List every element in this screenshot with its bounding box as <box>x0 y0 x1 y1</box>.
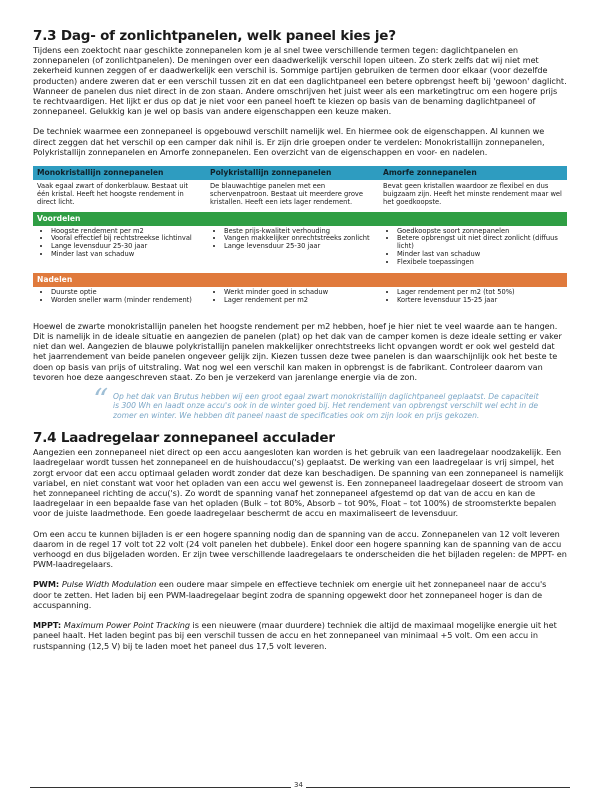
list-item: • Flexibele toepassingen <box>397 259 563 267</box>
list-item: • Werkt minder goed in schaduw <box>224 289 375 297</box>
table-cell: Vaak egaal zwart of donkerblauw. Bestaat uit één kristal. Heeft het hoogste rendement in direct licht. <box>33 180 206 212</box>
section-title: 7.4 Laadregelaar zonnepaneel acculader <box>33 430 335 447</box>
pwm-name: Pulse Width Modulation <box>61 579 157 590</box>
pwm-text: een oudere maar simpele en effectieve techniek om energie uit het zonnepaneel naar de accu's door te zetten. Het laden bij een PWM-laadregelaar begint zodra de spanning opgewekt door het zonnepaneel hoger is dan de accuspanning. <box>33 579 547 610</box>
pwm-term: PWM <box>33 579 56 590</box>
paragraph: Hoewel de zwarte monokristallijn panelen het hoogste rendement per m2 hebben, hoef je hier niet te veel waarde aan te hangen. Dit is namelijk in de ideale situatie en aangezien de panelen (plat) op het dak van de camper komen is deze ideale setting er vaker niet dan wel. Aangezien de blauwe polykristallijn panelen makkelijker onrechtstreeks licht opvangen wordt er ook wel gesteld dat het jaarrendement van beide panelen ongeveer gelijk zijn. Kiezen tussen deze twee panelen is dan waarschijnlijk ook het beste te doen op basis van prijs of uitstraling. Wat nog wel een verschil kan maken in opbrengst is de fabrikant. Controleer daarom van tevoren hoe deze aangeschreven staat. Zo ben je verzekerd van jarenlange energie via de zon. <box>33 320 562 382</box>
page-number: 34 <box>291 781 306 789</box>
pros-list <box>210 228 375 252</box>
cons-list <box>210 289 375 305</box>
list-item: • Vangen makkelijker onrechtstreeks zonlicht <box>224 235 375 243</box>
table-cell <box>33 287 206 311</box>
list-item: • Hoogste rendement per m2 <box>51 228 202 236</box>
list-item: • Lange levensduur 25-30 jaar <box>51 243 202 251</box>
mppt-paragraph: MPPT: Maximum Power Point Tracking is een nieuwere (maar duurdere) techniek die altijd de maximaal mogelijke energie uit het paneel haalt. Het laden begint pas bij een verschil tussen de accu en het zonnepaneel van minimaal +5 volt. Om een accu in rustspanning (12,5 V) bij te laden moet het paneel dus 17,5 volt leveren. <box>33 620 557 651</box>
list-item: • Beste prijs-kwaliteit verhouding <box>224 228 375 236</box>
list-item: • Worden sneller warm (minder rendement) <box>51 297 202 305</box>
mppt-term: MPPT <box>33 620 58 631</box>
table-cell <box>206 226 379 274</box>
list-item: • Lange levensduur 25-30 jaar <box>224 243 375 251</box>
cons-list <box>383 289 563 305</box>
list-item: • Duurste optie <box>51 289 202 297</box>
cons-list <box>37 289 202 305</box>
paragraph: Aangezien een zonnepaneel niet direct op een accu aangesloten kan worden is het gebruik van een laadregelaar noodzakelijk. Een laadregelaar wordt tussen het zonnepaneel en de huishoudaccu('s) geplaatst. De werking van een laadregelaar is vrij simpel, het zorgt ervoor dat een accu optimaal geladen wordt zonder dat deze kan beschadigen. De spanning van een zonnepaneel is namelijk variabel, en niet constant wat voor het opladen van een accu wel gewenst is. Een zonnepaneel laadregelaar doseert de stroom van het zonnepaneel richting de accu('s). Zo wordt de spanning vanaf het zonnepaneel afgestemd op dat van de accu en kan de laadregelaar in een bepaalde fase van het opladen (Bulk – tot 80%, Absorb – tot 90%, Float – tot 100%) de stroomsterkte bepalen voor de juiste laadmethode. Een goede laadregelaar beschermt de accu en maximaliseert de levensduur. <box>33 447 564 519</box>
quote-mark-icon: “ <box>93 383 109 419</box>
list-item: • Kortere levensduur 15-25 jaar <box>397 297 563 305</box>
paragraph: De techniek waarmee een zonnepaneel is opgebouwd verschilt namelijk wel. En hiermee ook de eigenschappen. Al kunnen we direct zeggen dat het verschil op een camper dak nihil is. Er zijn drie groepen onder te verdelen: Monokristallijn zonnepanelen, Polykristallijn zonnepanelen en Amorfe zonnepanelen. Een overzicht van de eigenschappen en voor- en nadelen. <box>33 126 545 157</box>
list-item: • Betere opbrengst uit niet direct zonlicht (diffuus licht) <box>397 235 563 251</box>
comparison-table <box>33 166 567 311</box>
list-item: • Minder last van schaduw <box>51 251 202 259</box>
pros-list <box>383 228 563 268</box>
section-title: 7.3 Dag- of zonlichtpanelen, welk paneel kies je? <box>33 28 396 44</box>
pros-list <box>37 228 202 260</box>
cons-heading: Nadelen <box>33 273 567 287</box>
list-item: • Minder last van schaduw <box>397 251 563 259</box>
table-cell <box>206 287 379 311</box>
table-cell <box>33 226 206 274</box>
table-header: Polykristallijn zonnepanelen <box>206 166 379 180</box>
list-item: • Lager rendement per m2 (tot 50%) <box>397 289 563 297</box>
page-content <box>33 28 567 651</box>
table-cell <box>379 226 567 274</box>
table-header: Monokristallijn zonnepanelen <box>33 166 206 180</box>
table-header: Amorfe zonnepanelen <box>379 166 567 180</box>
mppt-text: is een nieuwere (maar duurdere) techniek die altijd de maximaal mogelijke energie uit het paneel haalt. Het laden begint pas bij een verschil tussen de accu en het zonnepaneel van minimaal +5 volt. Om een accu in rustspanning (12,5 V) bij te laden moet het paneel dus 17,5 volt leveren. <box>33 620 557 651</box>
list-item: • Vooral effectief bij rechtstreekse lichtinval <box>51 235 202 243</box>
mppt-name: Maximum Power Point Tracking <box>63 620 190 631</box>
table-cell <box>379 287 567 311</box>
paragraph: Tijdens een zoektocht naar geschikte zonnepanelen kom je al snel twee verschillende termen tegen: daglichtpanelen en zonnepanelen (of zonlichtpanelen). De meningen over een daadwerkelijk verschil lopen uiteen. Zo sterk zelfs dat wij niet met zekerheid kunnen zeggen of er daadwerkelijk een verschil is. Sommige partijen gebruiken de termen door elkaar (voor dezelfde producten) andere zweren dat er een verschil tussen zit en dat een daglichtpaneel een betere opbrengst heeft bij 'gewoon' daglicht. Wanneer de panelen dus niet direct in de zon staan. Andere omschrijven het juist weer als een marketingtruc om een hogere prijs te rechtvaardigen. Het lijkt er dus op dat je niet voor een paneel hoeft te kiezen op basis van de benaming daglichtpaneel of zonnepaneel. Gelukkig kan je wel op basis van andere eigenschappen een keuze maken. <box>33 45 567 117</box>
pwm-paragraph: PWM: Pulse Width Modulation een oudere maar simpele en effectieve techniek om energie uit het zonnepaneel naar de accu's door te zetten. Het laden bij een PWM-laadregelaar begint zodra de spanning opgewekt door het zonnepaneel hoger is dan de accuspanning. <box>33 579 547 610</box>
list-item: • Lager rendement per m2 <box>224 297 375 305</box>
paragraph: Om een accu te kunnen bijladen is er een hogere spanning nodig dan de spanning van de accu. Zonnepanelen van 12 volt leveren daarom in de regel 17 volt tot 22 volt (24 volt panelen het dubbele). Enkel door een hogere spanning kan de spanning van de accu verhoogd en dus bijgeladen worden. Er zijn twee verschillende laadregelaars te onderscheiden die het bijladen regelen: de MPPT- en PWM-laadregelaars. <box>33 528 567 570</box>
list-item: • Goedkoopste soort zonnepanelen <box>397 228 563 236</box>
pull-quote <box>93 383 543 420</box>
quote-text: Op het dak van Brutus hebben wij een groot egaal zwart monokristallijn daglichtpaneel geplaatst. De capaciteit is 300 Wh en laadt onze accu's ook in de winter goed bij. Het rendement van opbrengst verschilt wel echt in de zomer en winter. We hebben dit paneel naast de specificaties ook om zijn look en prijs gekozen. <box>113 392 539 420</box>
table-cell: Bevat geen kristallen waardoor ze flexibel en dus buigzaam zijn. Heeft het minste rendement maar wel het goedkoopste. <box>379 180 567 212</box>
table-cell: De blauwachtige panelen met een schervenpatroon. Bestaat uit meerdere grove kristallen. Heeft een iets lager rendement. <box>206 180 379 212</box>
pros-heading: Voordelen <box>33 212 567 226</box>
